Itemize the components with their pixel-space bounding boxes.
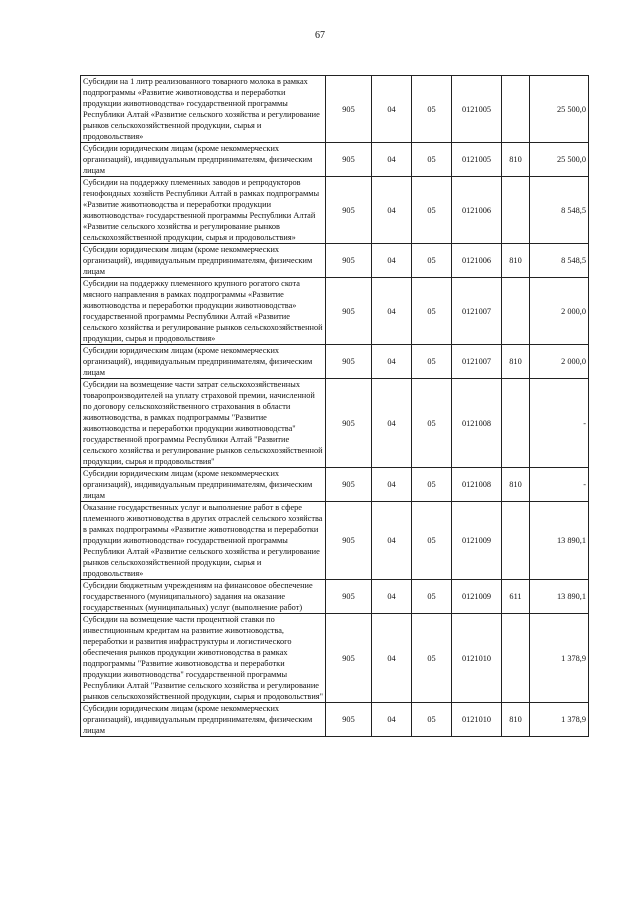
table-row [81,278,589,345]
target-article-code: 0121008 [452,379,502,468]
subsection-code: 05 [412,76,452,143]
grbs-code: 905 [326,703,372,737]
row-description: Субсидии на поддержку племенных заводов и репродукторов генофондных хозяйств Республики Алтай в рамках подпрограммы «Развитие животноводства и переработки продукции животноводства» государственной программы Республики Алтай «Развитие сельского хозяйства и регулирование рынков сельскохозяйственной продукции, сырья и продовольствия» [81,177,326,244]
target-article-code: 0121009 [452,502,502,580]
grbs-code: 905 [326,379,372,468]
table-row [81,379,589,468]
subsection-code: 05 [412,143,452,177]
row-description: Субсидии на поддержку племенного крупного рогатого скота мясного направления в рамках подпрограммы «Развитие животноводства и переработки продукции животноводства» государственной программы Республики Алтай «Развитие сельского хозяйства и регулирование рынков сельскохозяйственной продукции, сырья и продовольствия» [81,278,326,345]
grbs-code: 905 [326,614,372,703]
row-description: Субсидии на 1 литр реализованного товарного молока в рамках подпрограммы «Развитие животноводства и переработки продукции животноводства» государственной программы Республики Алтай «Развитие сельского хозяйства и регулирование рынков сельскохозяйственной продукции, сырья и продовольствия» [81,76,326,143]
target-article-code: 0121010 [452,703,502,737]
row-description: Субсидии юридическим лицам (кроме некоммерческих организаций), индивидуальным предпринимателям, физическим лицам [81,703,326,737]
section-code: 04 [372,580,412,614]
expense-type-code: 810 [502,345,530,379]
row-description: Субсидии на возмещение части процентной ставки по инвестиционным кредитам на развитие животноводства, переработки и развития инфраструктуры и логистического обеспечения рынков продукции животноводства в рамках подпрограммы "Развитие животноводства и переработки продукции животноводства" государственной программы Республики Алтай "Развитие сельского хозяйства и регулирование рынков сельскохозяйственной продукции, сырья и продовольствия" [81,614,326,703]
amount: - [530,468,589,502]
budget-table [80,75,589,737]
table-row [81,177,589,244]
target-article-code: 0121007 [452,345,502,379]
table-row [81,76,589,143]
section-code: 04 [372,278,412,345]
amount: 13 890,1 [530,580,589,614]
subsection-code: 05 [412,177,452,244]
target-article-code: 0121006 [452,177,502,244]
target-article-code: 0121008 [452,468,502,502]
target-article-code: 0121006 [452,244,502,278]
grbs-code: 905 [326,580,372,614]
subsection-code: 05 [412,345,452,379]
grbs-code: 905 [326,468,372,502]
row-description: Субсидии бюджетным учреждениям на финансовое обеспечение государственного (муниципального) задания на оказание государственных (муниципальных) услуг (выполнение работ) [81,580,326,614]
amount: 25 500,0 [530,76,589,143]
expense-type-code [502,614,530,703]
target-article-code: 0121007 [452,278,502,345]
table-row [81,468,589,502]
row-description: Субсидии юридическим лицам (кроме некоммерческих организаций), индивидуальным предпринимателям, физическим лицам [81,468,326,502]
grbs-code: 905 [326,278,372,345]
section-code: 04 [372,468,412,502]
expense-type-code [502,278,530,345]
expense-type-code [502,379,530,468]
table-row [81,502,589,580]
section-code: 04 [372,502,412,580]
section-code: 04 [372,345,412,379]
subsection-code: 05 [412,502,452,580]
amount: 8 548,5 [530,177,589,244]
expense-type-code: 810 [502,244,530,278]
grbs-code: 905 [326,76,372,143]
table-row [81,614,589,703]
table-row [81,580,589,614]
subsection-code: 05 [412,468,452,502]
row-description: Субсидии на возмещение части затрат сельскохозяйственных товаропроизводителей на уплату страховой премии, начисленной по договору сельскохозяйственного страхования в области животноводства, в рамках подпрограммы "Развитие животноводства и переработки продукции животноводства" государственной программы Республики Алтай "Развитие сельского хозяйства и регулирование рынков сельскохозяйственной продукции, сырья и продовольствия" [81,379,326,468]
row-description: Оказание государственных услуг и выполнение работ в сфере племенного животноводства в других отраслей сельского хозяйства в рамках подпрограммы «Развитие животноводства и переработки продукции животноводства» государственной программы Республики Алтай «Развитие сельского хозяйства и регулирование рынков сельскохозяйственной продукции, сырья и продовольствия» [81,502,326,580]
subsection-code: 05 [412,379,452,468]
amount: 1 378,9 [530,614,589,703]
amount: - [530,379,589,468]
amount: 13 890,1 [530,502,589,580]
grbs-code: 905 [326,244,372,278]
expense-type-code: 810 [502,143,530,177]
target-article-code: 0121010 [452,614,502,703]
subsection-code: 05 [412,614,452,703]
page-number: 67 [315,30,325,41]
table-row [81,143,589,177]
grbs-code: 905 [326,177,372,244]
target-article-code: 0121005 [452,143,502,177]
expense-type-code [502,177,530,244]
target-article-code: 0121005 [452,76,502,143]
subsection-code: 05 [412,580,452,614]
section-code: 04 [372,143,412,177]
subsection-code: 05 [412,278,452,345]
expense-type-code: 810 [502,703,530,737]
expense-type-code [502,502,530,580]
amount: 2 000,0 [530,278,589,345]
expense-type-code: 611 [502,580,530,614]
grbs-code: 905 [326,345,372,379]
row-description: Субсидии юридическим лицам (кроме некоммерческих организаций), индивидуальным предпринимателям, физическим лицам [81,345,326,379]
section-code: 04 [372,244,412,278]
amount: 2 000,0 [530,345,589,379]
row-description: Субсидии юридическим лицам (кроме некоммерческих организаций), индивидуальным предпринимателям, физическим лицам [81,143,326,177]
subsection-code: 05 [412,244,452,278]
expense-type-code: 810 [502,468,530,502]
row-description: Субсидии юридическим лицам (кроме некоммерческих организаций), индивидуальным предпринимателям, физическим лицам [81,244,326,278]
section-code: 04 [372,379,412,468]
grbs-code: 905 [326,502,372,580]
section-code: 04 [372,177,412,244]
amount: 8 548,5 [530,244,589,278]
amount: 25 500,0 [530,143,589,177]
section-code: 04 [372,614,412,703]
amount: 1 378,9 [530,703,589,737]
table-row [81,345,589,379]
table-row [81,244,589,278]
table-row [81,703,589,737]
subsection-code: 05 [412,703,452,737]
target-article-code: 0121009 [452,580,502,614]
expense-type-code [502,76,530,143]
section-code: 04 [372,76,412,143]
grbs-code: 905 [326,143,372,177]
section-code: 04 [372,703,412,737]
